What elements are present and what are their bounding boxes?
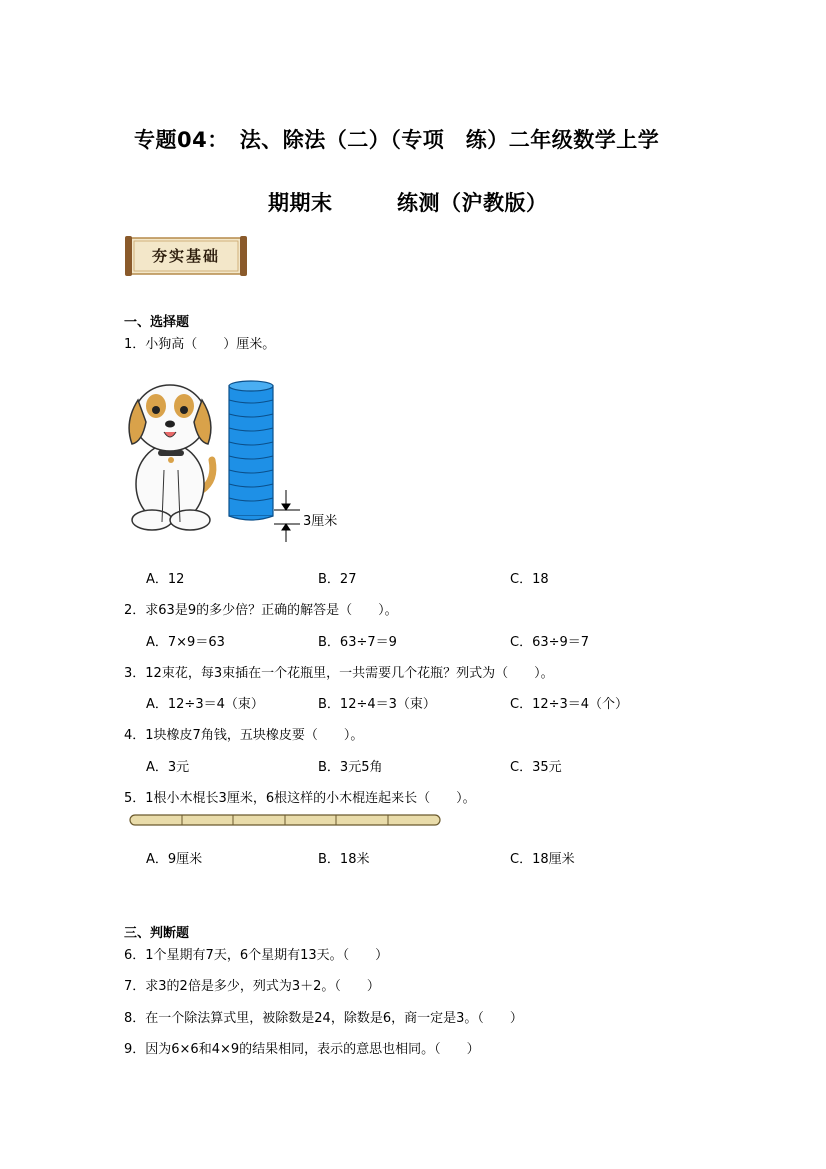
q1-option-a: A．12 xyxy=(146,572,185,587)
judge-item-8: 8．在一个除法算式里，被除数是24，除数是6，商一定是3。（ ） xyxy=(124,1011,523,1026)
q2-option-b: B．63÷7＝9 xyxy=(318,635,397,650)
section-heading-choice: 一、选择题 xyxy=(124,315,190,330)
q4-option-c: C．35元 xyxy=(510,760,562,775)
page-title-line1: 专题04： 法、除法（二）（专项 练）二年级数学上学 xyxy=(134,128,660,152)
page-title-line2: 期期末 练测（沪教版） xyxy=(268,191,548,215)
question-2: 2．求63是9的多少倍？正确的解答是（ ）。 xyxy=(124,603,398,618)
measure-label: 3厘米 xyxy=(303,514,338,529)
question-3: 3．12束花，每3束插在一个花瓶里，一共需要几个花瓶？列式为（ ）。 xyxy=(124,666,554,681)
q5-option-c: C．18厘米 xyxy=(510,852,575,867)
q5-option-a: A．9厘米 xyxy=(146,852,203,867)
section-heading-judge: 三、判断题 xyxy=(124,926,190,941)
q3-option-c: C．12÷3＝4（个） xyxy=(510,697,629,712)
q2-option-c: C．63÷9＝7 xyxy=(510,635,590,650)
q2-option-a: A．7×9＝63 xyxy=(146,635,225,650)
judge-item-9: 9．因为6×6和4×9的结果相同，表示的意思也相同。（ ） xyxy=(124,1042,480,1057)
banner-label: 夯实基础 xyxy=(151,247,220,265)
cylinder-stack-icon xyxy=(229,381,273,520)
section-banner xyxy=(124,235,248,277)
question-5: 5．1根小木棍长3厘米，6根这样的小木棍连起来长（ ）。 xyxy=(124,791,476,806)
measure-arrow-icon xyxy=(274,490,300,542)
q3-option-a: A．12÷3＝4（束） xyxy=(146,697,264,712)
question-4: 4．1块橡皮7角钱，五块橡皮要（ ）。 xyxy=(124,728,364,743)
q4-option-b: B．3元5角 xyxy=(318,760,383,775)
question-1: 1．小狗高（ ）厘米。 xyxy=(124,337,276,352)
wooden-sticks-icon xyxy=(128,813,444,827)
judge-item-7: 7．求3的2倍是多少，列式为3＋2。（ ） xyxy=(124,979,380,994)
q4-option-a: A．3元 xyxy=(146,760,190,775)
judge-item-6: 6．1个星期有7天，6个星期有13天。（ ） xyxy=(124,948,389,963)
q3-option-b: B．12÷4＝3（束） xyxy=(318,697,436,712)
q1-option-b: B．27 xyxy=(318,572,357,587)
q5-option-b: B．18米 xyxy=(318,852,370,867)
q1-option-c: C．18 xyxy=(510,572,549,587)
